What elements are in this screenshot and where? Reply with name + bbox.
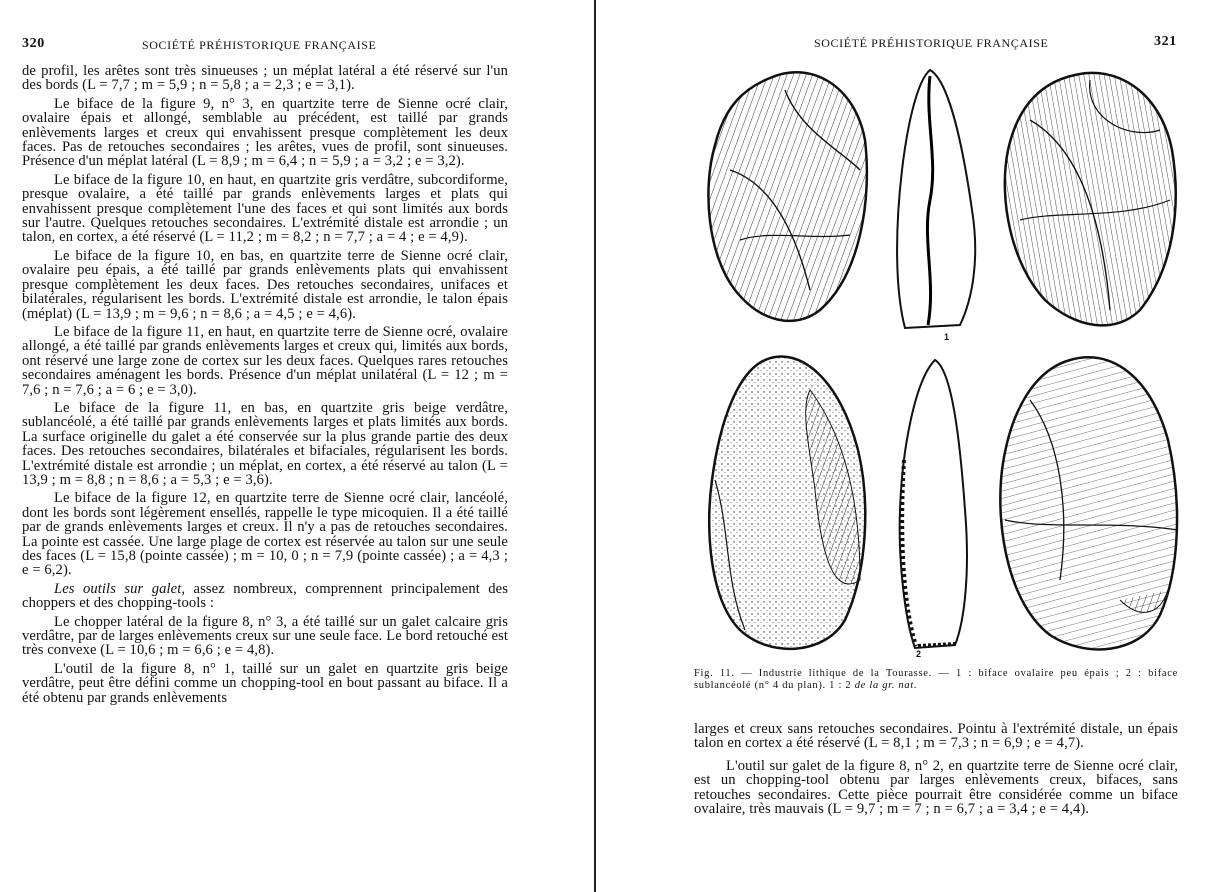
stone-tool-illustration (690, 60, 1190, 660)
right-page-number: 321 (1154, 34, 1177, 49)
figure-label-1: 1 (944, 332, 950, 342)
left-running-head: SOCIÉTÉ PRÉHISTORIQUE FRANÇAISE (142, 38, 377, 52)
figure-label-2: 2 (916, 649, 922, 659)
page-gutter (594, 0, 596, 892)
right-page-header (814, 36, 1194, 51)
biface-1-profile (897, 70, 975, 328)
paragraph: Le biface de la figure 11, en haut, en quartzite terre de Sienne ocré, ovalaire allongé, a été taillé par grands enlèvements larges et creux qui, limités aux bords, ont réservé une large zone de cortex sur les deux faces. Quelques rares retouches secondaires aménagent les bords. Présence d'un méplat unilatéral (L = 12 ; m = 7,6 ; n = 7,6 ; a = 6 ; e = 3,0). (22, 323, 508, 398)
right-body-text (694, 722, 1178, 820)
biface-2-profile (900, 360, 967, 648)
paragraph: Le biface de la figure 11, en bas, en quartzite gris beige verdâtre, sublancéolé, a été taillé par grands enlèvements larges et plats limités aux bords. La surface originelle du galet a été conservée sur la plus grande partie des deux faces. Des retouches secondaires, bilatérales et bifaciales, régularisent les bords. L'extrémité distale est arrondie ; un méplat, en cortex, a été réservé au talon (L = 13,9 ; m = 8,8 ; n = 8,6 ; a = 5,3 ; e = 3,6). (22, 399, 508, 488)
left-page-header (22, 36, 582, 52)
paragraph: Le biface de la figure 9, n° 3, en quartzite terre de Sienne ocré clair, ovalaire épais et allongé, semblable au précédent, est taillé par grands enlèvements larges et creux qui envahissent presque complètement les deux faces. Pas de retouches secondaires ; les arêtes, vues de profil, sont sinueuses. Présence d'un méplat latéral (L = 8,9 ; m = 6,4 ; n = 5,9 ; a = 3,2 ; e = 3,2). (22, 95, 508, 170)
paragraph: L'outil sur galet de la figure 8, n° 2, en quartzite terre de Sienne ocré clair, est un chopping-tool obtenu par larges enlèvements creux, bifaces, sans retouches secondaires. Cette pièce pourrait être considérée comme un biface ovalaire, très mauvais (L = 9,7 ; m = 7 ; n = 6,7 ; a = 3,4 ; e = 4,4). (694, 757, 1178, 818)
paragraph-rest: assez nombreux, comprennent principalement des choppers et des chopping-tools : (22, 580, 509, 612)
paragraph: larges et creux sans retouches secondaires. Pointu à l'extrémité distale, un épais talon en cortex a été réservé (L = 8,1 ; m = 7,3 ; n = 6,9 ; e = 4,7). (694, 721, 1178, 752)
right-running-head: SOCIÉTÉ PRÉHISTORIQUE FRANÇAISE (814, 36, 1049, 50)
left-page (0, 0, 596, 892)
paragraph: Le chopper latéral de la figure 8, n° 3, a été taillé sur un galet calcaire gris verdâtre, par de larges enlèvements creux sur une seule face. Le bord retouché est très convexe (L = 10,6 ; m = 6,6 ; e = 4,8). (22, 613, 508, 659)
biface-2-face-a (709, 357, 865, 649)
biface-2-face-b (1000, 357, 1178, 649)
left-body-text (22, 64, 508, 709)
paragraph-outils (22, 582, 508, 611)
paragraph: Le biface de la figure 12, en quartzite terre de Sienne ocré clair, lancéolé, dont les bords sont légèrement ensellés, rappelle le type micoquien. Il a été taillé par de grands enlèvements larges et creux. Il n'y a pas de retouches secondaires. La pointe est cassée. Une large plage de cortex est réservée au talon sur une seule des faces (L = 15,8 (pointe cassée) ; m = 10, 0 ; n = 7,9 (pointe cassée) ; a = 4,3 ; e = 6,2). (22, 490, 508, 579)
paragraph: L'outil de la figure 8, n° 1, taillé sur un galet en quartzite gris beige verdâtre, peut être défini comme un chopping-tool en bout passant au biface. Il a été obtenu par grands enlèvements (22, 660, 508, 706)
left-page-number: 320 (22, 36, 45, 51)
figure-caption (694, 668, 1178, 692)
biface-1-face-b (1005, 73, 1176, 326)
italic-lead: Les outils sur galet, (54, 580, 186, 597)
paragraph: Le biface de la figure 10, en bas, en quartzite terre de Sienne ocré clair, ovalaire peu épais, a été taillé par grands enlèvements plats qui envahissent presque complètement les deux faces. Des retouches secondaires, unifaces et bilatérales, régularisent les bords. L'extrémité distale est arrondie, le talon épais (méplat) (L = 13,9 ; m = 9,6 ; n = 8,6 ; a = 4,5 ; e = 4,6). (22, 247, 508, 322)
paragraph: Le biface de la figure 10, en haut, en quartzite gris verdâtre, subcordiforme, presque ovalaire, a été taillé par grands enlèvements larges et plats qui envahissent presque complètement l'une des faces et qui sont limités aux bords sur l'autre. Quelques retouches secondaires. L'extrémité distale est arrondie ; un talon, en cortex, a été réservé (L = 11,2 ; m = 8,2 ; n = 7,7 ; a = 4 ; e = 4,9). (22, 171, 508, 246)
paragraph: de profil, les arêtes sont très sinueuses ; un méplat latéral a été réservé sur l'un des bords (L = 7,7 ; m = 5,9 ; n = 5,8 ; a = 2,3 ; e = 3,1). (22, 63, 508, 94)
caption-italic: de la gr. nat. (854, 680, 918, 691)
biface-1-face-a (708, 72, 866, 321)
caption-text: Fig. 11. — Industrie lithique de la Tourasse. — 1 : biface ovalaire peu épais ; 2 : biface sublancéolé (n° 4 du plan). 1 : 2 (694, 668, 1178, 691)
